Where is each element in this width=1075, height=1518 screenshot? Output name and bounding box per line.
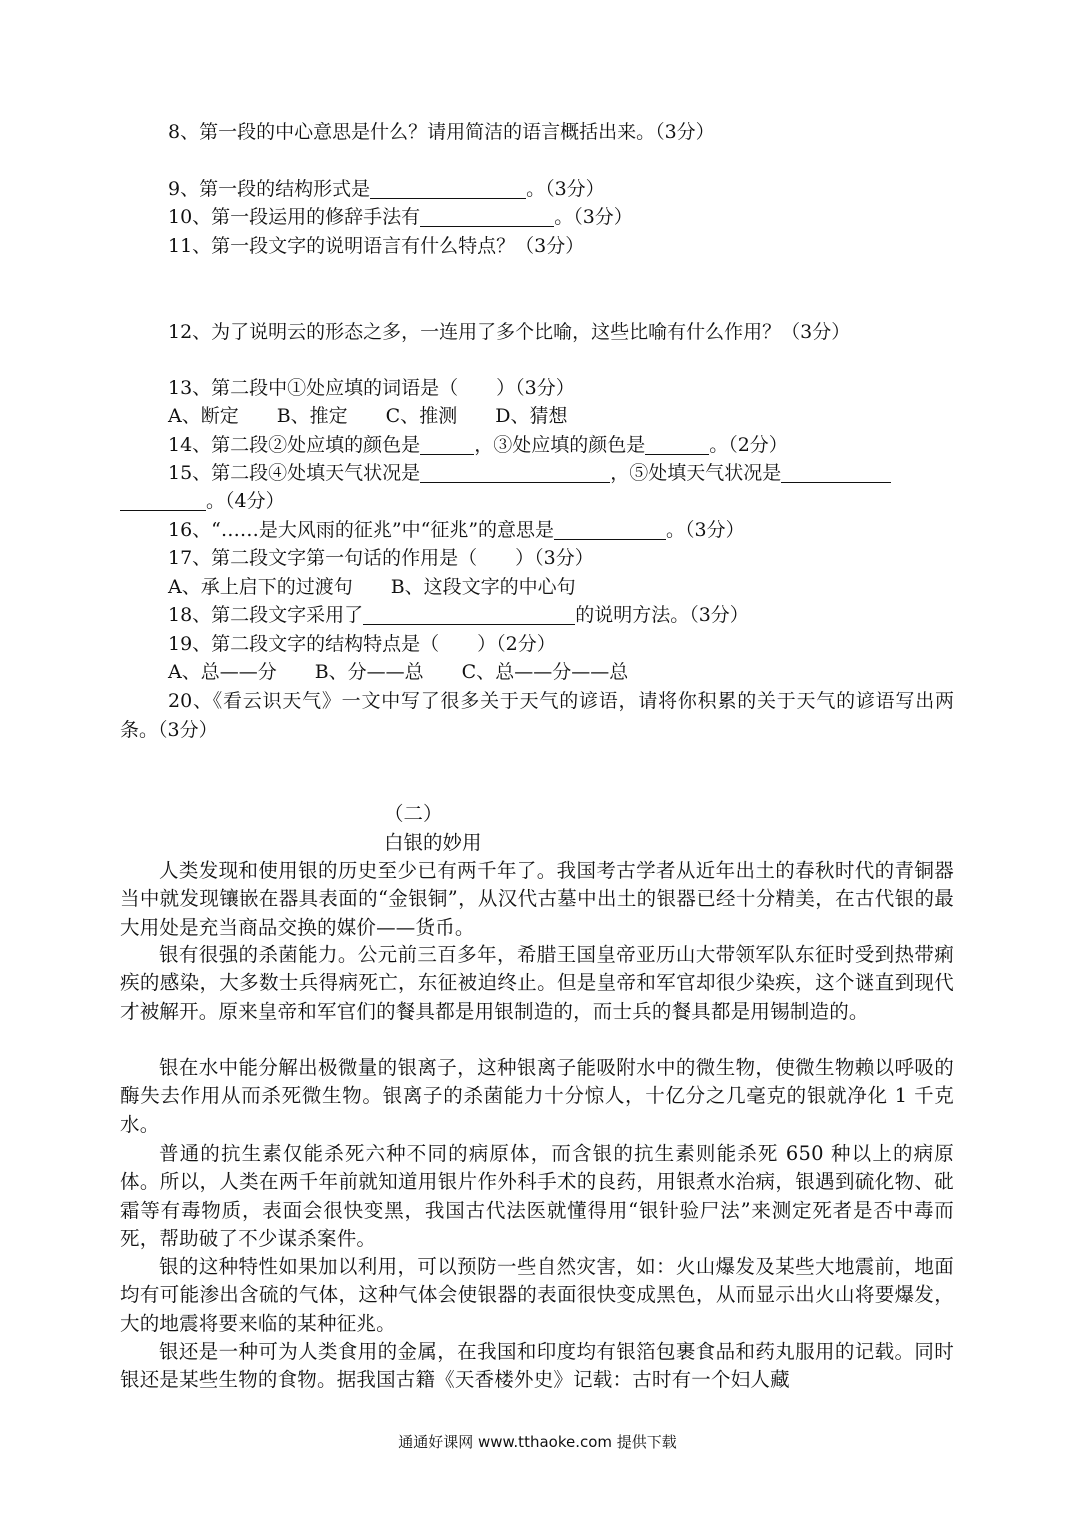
question-18-score: 的说明方法。（3分） — [575, 604, 749, 626]
answer-blank[interactable] — [645, 434, 709, 455]
question-17: 17、第二段文字第一句话的作用是（ ）（3分） — [168, 547, 594, 569]
question-14-score: 。（2分） — [709, 434, 788, 456]
question-18 — [168, 601, 749, 629]
question-13: 13、第二段中①处应填的词语是（ ）（3分） — [168, 377, 575, 399]
question-16 — [168, 516, 745, 544]
question-15 — [168, 459, 891, 487]
paragraph-1: 人类发现和使用银的历史至少已有两千年了。我国考古学者从近年出土的春秋时代的青铜器当中就发现镶嵌在器具表面的“金银铜”，从汉代古墓中出土的银器已经十分精美，在古代银的最大用处是充当商品交换的媒价——货币。 — [120, 859, 954, 939]
question-17-options: A、承上启下的过渡句 B、这段文字的中心句 — [168, 576, 576, 598]
question-9 — [168, 175, 605, 203]
question-16-score: 。（3分） — [666, 519, 745, 541]
question-15-score: 。（4分） — [206, 490, 285, 512]
answer-blank[interactable] — [420, 434, 474, 455]
paragraph-5: 银的这种特性如果加以利用，可以预防一些自然灾害，如：火山爆发及某些大地震前，地面均有可能渗出含硫的气体，这种气体会使银器的表面很快变成黑色，从而显示出火山将要爆发，大的地震将要来临的某种征兆。 — [120, 1255, 954, 1335]
question-10-text: 10、第一段运用的修辞手法有 — [168, 206, 421, 228]
question-11: 11、第一段文字的说明语言有什么特点？（3分） — [168, 235, 585, 257]
question-10-score: 。（3分） — [554, 206, 633, 228]
question-16-text: 16、“……是大风雨的征兆”中“征兆”的意思是 — [168, 519, 555, 541]
paragraph-2: 银有很强的杀菌能力。公元前三百多年，希腊王国皇帝亚历山大带领军队东征时受到热带痢疾的感染，大多数士兵得病死亡，东征被迫终止。但是皇帝和军官却很少染疾，这个谜直到现代才被解开。原来皇帝和军官们的餐具都是用银制造的，而士兵的餐具都是用锡制造的。 — [120, 943, 954, 1023]
question-9-score: 。（3分） — [526, 178, 605, 200]
question-14-text-2: ，③处应填的颜色是 — [474, 434, 646, 456]
page-footer: 通通好课网 www.tthaoke.com 提供下载 — [398, 1433, 677, 1451]
paragraph-6: 银还是一种可为人类食用的金属，在我国和印度均有银箔包裹食品和药丸服用的记载。同时银还是某些生物的食物。据我国古籍《天香楼外史》记载：古时有一个妇人藏 — [120, 1340, 954, 1392]
section-title: 白银的妙用 — [384, 831, 482, 854]
question-15-text-2: ，⑤处填天气状况是 — [610, 462, 782, 484]
question-9-text: 9、第一段的结构形式是 — [168, 178, 371, 200]
question-14 — [168, 431, 788, 459]
answer-blank[interactable] — [363, 604, 575, 625]
question-14-text: 14、第二段②处应填的颜色是 — [168, 434, 421, 456]
question-20: 20、《看云识天气》一文中写了很多关于天气的谚语，请将你积累的关于天气的谚语写出两条。（3分） — [120, 690, 954, 741]
paragraph-3: 银在水中能分解出极微量的银离子，这种银离子能吸附水中的微生物，使微生物赖以呼吸的酶失去作用从而杀死微生物。银离子的杀菌能力十分惊人，十亿分之几毫克的银就净化 1 千克水。 — [120, 1056, 954, 1136]
section-number: （二） — [384, 802, 443, 825]
question-19: 19、第二段文字的结构特点是（ ）（2分） — [168, 633, 556, 655]
question-15-text: 15、第二段④处填天气状况是 — [168, 462, 421, 484]
answer-blank[interactable] — [370, 178, 526, 199]
paragraph-4: 普通的抗生素仅能杀死六种不同的病原体，而含银的抗生素则能杀死 650 种以上的病原体。所以，人类在两千年前就知道用银片作外科手术的良药，用银煮水治病，银遇到硫化物、砒霜等有毒物质，表面会很快变黑，我国古代法医就懂得用“银针验尸法”来测定死者是否中毒而死，帮助破了不少谋杀案件。 — [120, 1142, 954, 1250]
question-18-text: 18、第二段文字采用了 — [168, 604, 364, 626]
question-10 — [168, 203, 633, 231]
answer-blank[interactable] — [420, 206, 554, 227]
question-8: 8、第一段的中心意思是什么？请用简洁的语言概括出来。（3分） — [168, 121, 715, 143]
question-19-options: A、总——分 B、分——总 C、总——分——总 — [168, 661, 629, 683]
question-15-cont — [120, 487, 285, 515]
answer-blank[interactable] — [420, 462, 610, 483]
question-13-options: A、断定 B、推定 C、推测 D、猜想 — [168, 405, 568, 427]
answer-blank[interactable] — [554, 519, 666, 540]
answer-blank[interactable] — [781, 462, 891, 483]
answer-blank[interactable] — [120, 490, 206, 511]
question-12: 12、为了说明云的形态之多，一连用了多个比喻，这些比喻有什么作用？（3分） — [168, 321, 851, 343]
